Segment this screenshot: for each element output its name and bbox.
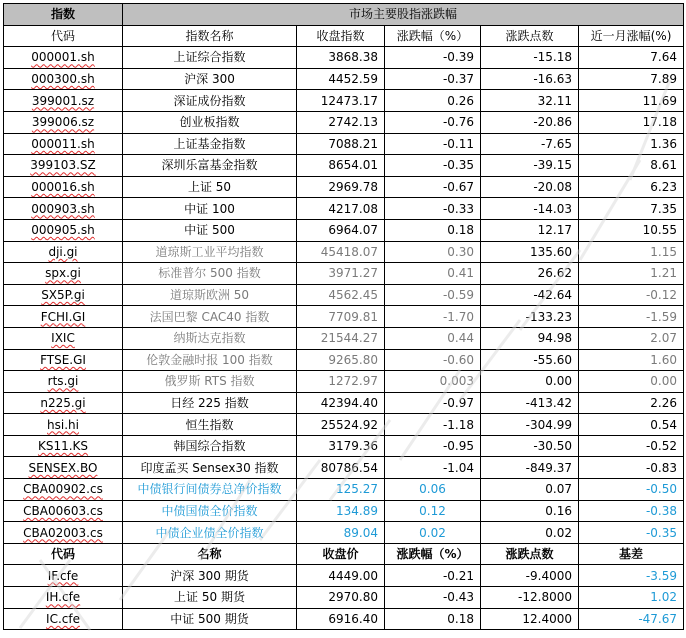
header-name: 指数名称	[123, 25, 297, 47]
futures-basis: -3.59	[579, 565, 684, 587]
change-pct: 0.12	[385, 500, 481, 522]
month-change: -0.50	[579, 479, 684, 501]
month-change: 8.61	[579, 155, 684, 177]
close-value: 21544.27	[297, 327, 385, 349]
futures-pct: -0.21	[385, 565, 481, 587]
close-value: 80786.54	[297, 457, 385, 479]
futures-header-pts: 涨跌点数	[481, 543, 579, 565]
index-code	[4, 306, 123, 328]
index-code-text: n225.gi	[40, 395, 86, 410]
index-name: 上证基金指数	[123, 133, 297, 155]
futures-points: -12.8000	[481, 587, 579, 609]
futures-header-pct: 涨跌幅（%）	[385, 543, 481, 565]
change-points: -133.23	[481, 306, 579, 328]
month-change: 17.18	[579, 111, 684, 133]
index-code-text: CBA00902.cs	[23, 482, 103, 497]
index-name: 道琼斯工业平均指数	[123, 241, 297, 263]
close-value: 8654.01	[297, 155, 385, 177]
index-code	[4, 219, 123, 241]
index-code	[4, 349, 123, 371]
month-change: -0.12	[579, 284, 684, 306]
index-name: 恒生指数	[123, 414, 297, 436]
futures-pct: 0.18	[385, 608, 481, 630]
futures-code-text: IF.cfe	[47, 568, 79, 583]
table-row	[4, 306, 684, 328]
index-code-text: spx.gi	[45, 266, 81, 281]
month-change: 1.21	[579, 263, 684, 285]
futures-name: 沪深 300 期货	[123, 565, 297, 587]
index-name: 中债企业债全价指数	[123, 522, 297, 544]
change-pct: -1.04	[385, 457, 481, 479]
change-points: -55.60	[481, 349, 579, 371]
futures-basis: -47.67	[579, 608, 684, 630]
market-index-table	[3, 3, 684, 630]
change-pct: -0.59	[385, 284, 481, 306]
futures-code-text: IC.cfe	[46, 611, 80, 626]
index-code-text: 000300.sh	[31, 72, 95, 87]
index-code	[4, 155, 123, 177]
change-points: 135.60	[481, 241, 579, 263]
month-change: 11.69	[579, 90, 684, 112]
close-value: 125.27	[297, 479, 385, 501]
index-code	[4, 176, 123, 198]
index-name: 深证成份指数	[123, 90, 297, 112]
table-row	[4, 155, 684, 177]
index-code-text: SENSEX.BO	[28, 460, 98, 475]
index-code-text: 000905.sh	[31, 223, 95, 238]
change-points: -849.37	[481, 457, 579, 479]
futures-row	[4, 565, 684, 587]
close-value: 42394.40	[297, 392, 385, 414]
futures-header-basis: 基差	[579, 543, 684, 565]
change-pct: -0.33	[385, 198, 481, 220]
futures-header-code: 代码	[4, 543, 123, 565]
change-pct: -0.35	[385, 155, 481, 177]
close-value: 9265.80	[297, 349, 385, 371]
table-row	[4, 457, 684, 479]
table-row	[4, 414, 684, 436]
index-name: 深圳乐富基金指数	[123, 155, 297, 177]
change-pct: 0.003	[385, 371, 481, 393]
change-points: -20.08	[481, 176, 579, 198]
table-row	[4, 392, 684, 414]
change-pct: -0.97	[385, 392, 481, 414]
change-points: 94.98	[481, 327, 579, 349]
index-name: 俄罗斯 RTS 指数	[123, 371, 297, 393]
index-name: 标准普尔 500 指数	[123, 263, 297, 285]
change-pct: -0.39	[385, 47, 481, 69]
index-code	[4, 90, 123, 112]
index-code-text: CBA00603.cs	[23, 503, 103, 518]
table-row	[4, 47, 684, 69]
index-code-text: 399006.sz	[31, 115, 95, 130]
change-points: -16.63	[481, 68, 579, 90]
futures-pct: -0.43	[385, 587, 481, 609]
index-name: 上证综合指数	[123, 47, 297, 69]
futures-name: 中证 500 期货	[123, 608, 297, 630]
change-pct: 0.30	[385, 241, 481, 263]
change-points: 26.62	[481, 263, 579, 285]
change-pct: -0.11	[385, 133, 481, 155]
index-name: 韩国综合指数	[123, 435, 297, 457]
index-code	[4, 500, 123, 522]
index-code	[4, 479, 123, 501]
index-code-text: 000011.sh	[31, 136, 95, 151]
change-points: -304.99	[481, 414, 579, 436]
change-points: 0.16	[481, 500, 579, 522]
header-close: 收盘指数	[297, 25, 385, 47]
month-change: 0.00	[579, 371, 684, 393]
close-value: 2742.13	[297, 111, 385, 133]
table-row	[4, 176, 684, 198]
index-name: 沪深 300	[123, 68, 297, 90]
index-code-text: hsi.hi	[47, 417, 79, 432]
table-row	[4, 522, 684, 544]
close-value: 4562.45	[297, 284, 385, 306]
change-points: -7.65	[481, 133, 579, 155]
futures-code	[4, 608, 123, 630]
index-name: 中债银行间债券总净价指数	[123, 479, 297, 501]
index-code	[4, 457, 123, 479]
table-row	[4, 263, 684, 285]
futures-code-text: IH.cfe	[45, 590, 81, 605]
close-value: 1272.97	[297, 371, 385, 393]
change-pct: -1.18	[385, 414, 481, 436]
table-row	[4, 111, 684, 133]
change-pct: 0.41	[385, 263, 481, 285]
index-code-text: 000903.sh	[31, 201, 95, 216]
month-change: -0.35	[579, 522, 684, 544]
index-code	[4, 68, 123, 90]
futures-basis: 1.02	[579, 587, 684, 609]
change-pct: -0.76	[385, 111, 481, 133]
table-row	[4, 500, 684, 522]
index-code	[4, 327, 123, 349]
index-code-text: FTSE.GI	[40, 352, 86, 367]
change-pct: 0.02	[385, 522, 481, 544]
table-row	[4, 90, 684, 112]
month-change: 6.23	[579, 176, 684, 198]
change-pct: -0.60	[385, 349, 481, 371]
futures-close: 6916.40	[297, 608, 385, 630]
close-value: 45418.07	[297, 241, 385, 263]
close-value: 7088.21	[297, 133, 385, 155]
table-row	[4, 284, 684, 306]
index-table-container	[3, 3, 684, 630]
change-points: -30.50	[481, 435, 579, 457]
close-value: 7709.81	[297, 306, 385, 328]
index-name: 纳斯达克指数	[123, 327, 297, 349]
close-value: 4217.08	[297, 198, 385, 220]
change-pct: -0.37	[385, 68, 481, 90]
close-value: 3971.27	[297, 263, 385, 285]
change-points: 0.02	[481, 522, 579, 544]
table-title: 市场主要股指涨跌幅	[123, 4, 684, 26]
index-code	[4, 414, 123, 436]
month-change: 2.07	[579, 327, 684, 349]
index-code	[4, 198, 123, 220]
month-change: 0.54	[579, 414, 684, 436]
table-row	[4, 349, 684, 371]
title-left-cell: 指数	[4, 4, 123, 26]
close-value: 89.04	[297, 522, 385, 544]
index-code	[4, 392, 123, 414]
header-pct: 涨跌幅（%）	[385, 25, 481, 47]
index-code	[4, 522, 123, 544]
close-value: 25524.92	[297, 414, 385, 436]
index-name: 上证 50	[123, 176, 297, 198]
header-month: 近一月涨幅(%)	[579, 25, 684, 47]
index-name: 伦敦金融时报 100 指数	[123, 349, 297, 371]
close-value: 12473.17	[297, 90, 385, 112]
futures-code	[4, 587, 123, 609]
month-change: 1.36	[579, 133, 684, 155]
index-code	[4, 241, 123, 263]
header-pts: 涨跌点数	[481, 25, 579, 47]
index-name: 日经 225 指数	[123, 392, 297, 414]
futures-header-name: 名称	[123, 543, 297, 565]
index-code-text: dji.gi	[48, 244, 78, 259]
change-points: -413.42	[481, 392, 579, 414]
month-change: 10.55	[579, 219, 684, 241]
month-change: -0.38	[579, 500, 684, 522]
header-code: 代码	[4, 25, 123, 47]
month-change: 2.26	[579, 392, 684, 414]
index-name: 中证 500	[123, 219, 297, 241]
futures-row	[4, 608, 684, 630]
futures-close: 2970.80	[297, 587, 385, 609]
close-value: 2969.78	[297, 176, 385, 198]
month-change: 1.60	[579, 349, 684, 371]
index-name: 道琼斯欧洲 50	[123, 284, 297, 306]
index-code-text: 399103.SZ	[30, 158, 96, 173]
change-points: 32.11	[481, 90, 579, 112]
table-row	[4, 133, 684, 155]
month-change: 7.89	[579, 68, 684, 90]
month-change: -1.59	[579, 306, 684, 328]
change-points: 0.07	[481, 479, 579, 501]
index-code-text: rts.gi	[47, 374, 79, 389]
index-name: 法国巴黎 CAC40 指数	[123, 306, 297, 328]
futures-header-row	[4, 543, 684, 565]
table-row	[4, 327, 684, 349]
change-pct: 0.06	[385, 479, 481, 501]
close-value: 6964.07	[297, 219, 385, 241]
month-change: -0.83	[579, 457, 684, 479]
close-value: 134.89	[297, 500, 385, 522]
index-code	[4, 263, 123, 285]
index-code	[4, 284, 123, 306]
table-row	[4, 68, 684, 90]
index-code-text: 399001.sz	[31, 93, 95, 108]
table-row	[4, 241, 684, 263]
table-row	[4, 371, 684, 393]
futures-row	[4, 587, 684, 609]
change-pct: -0.95	[385, 435, 481, 457]
change-pct: 0.26	[385, 90, 481, 112]
index-code	[4, 435, 123, 457]
index-name: 创业板指数	[123, 111, 297, 133]
change-pct: 0.18	[385, 219, 481, 241]
table-title-row	[4, 4, 684, 26]
change-points: -14.03	[481, 198, 579, 220]
change-points: -20.86	[481, 111, 579, 133]
table-row	[4, 198, 684, 220]
change-points: -42.64	[481, 284, 579, 306]
month-change: -0.52	[579, 435, 684, 457]
index-code-text: IXIC	[51, 331, 75, 346]
index-code-text: KS11.KS	[37, 439, 89, 454]
futures-close: 4449.00	[297, 565, 385, 587]
index-code	[4, 47, 123, 69]
month-change: 7.64	[579, 47, 684, 69]
column-header-row	[4, 25, 684, 47]
change-points: 0.00	[481, 371, 579, 393]
table-row	[4, 479, 684, 501]
close-value: 3868.38	[297, 47, 385, 69]
futures-points: -9.4000	[481, 565, 579, 587]
table-row	[4, 435, 684, 457]
change-points: 12.17	[481, 219, 579, 241]
index-name: 中债国债全价指数	[123, 500, 297, 522]
index-name: 中证 100	[123, 198, 297, 220]
futures-header-close: 收盘价	[297, 543, 385, 565]
futures-name: 上证 50 期货	[123, 587, 297, 609]
close-value: 3179.36	[297, 435, 385, 457]
index-code	[4, 133, 123, 155]
change-points: -15.18	[481, 47, 579, 69]
index-code-text: 000016.sh	[31, 180, 95, 195]
index-code-text: 000001.sh	[31, 50, 95, 65]
change-pct: 0.44	[385, 327, 481, 349]
futures-code	[4, 565, 123, 587]
change-points: -39.15	[481, 155, 579, 177]
change-pct: -1.70	[385, 306, 481, 328]
close-value: 4452.59	[297, 68, 385, 90]
change-pct: -0.67	[385, 176, 481, 198]
table-row	[4, 219, 684, 241]
index-code	[4, 371, 123, 393]
index-name: 印度孟买 Sensex30 指数	[123, 457, 297, 479]
index-code-text: FCHI.GI	[40, 309, 86, 324]
month-change: 1.15	[579, 241, 684, 263]
index-code-text: SX5P.gi	[41, 288, 85, 303]
index-code	[4, 111, 123, 133]
index-code-text: CBA02003.cs	[23, 525, 103, 540]
month-change: 7.35	[579, 198, 684, 220]
futures-points: 12.4000	[481, 608, 579, 630]
